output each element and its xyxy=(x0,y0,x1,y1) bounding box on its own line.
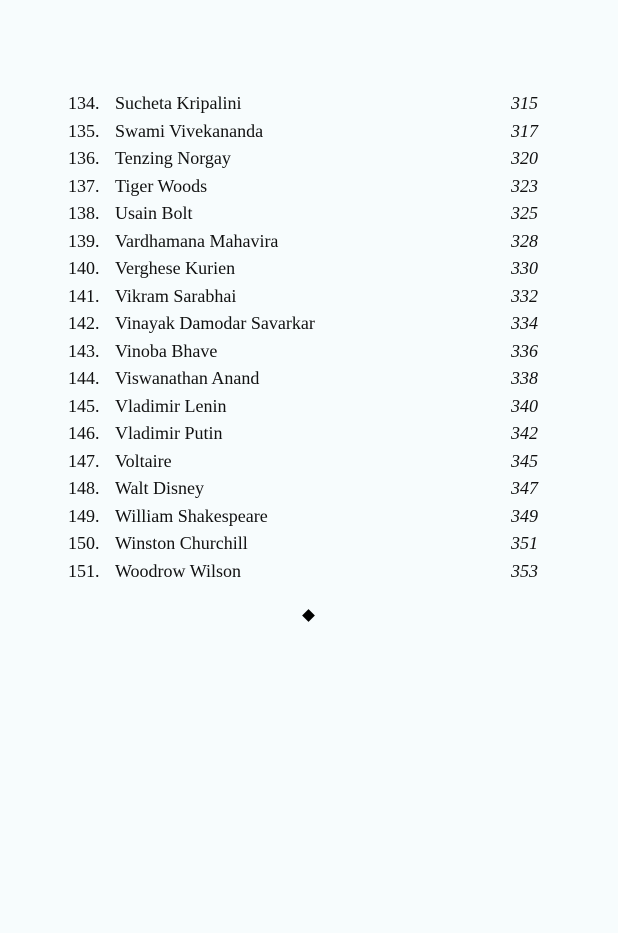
entry-number: 139. xyxy=(68,230,100,251)
entry-name: Vladimir Lenin xyxy=(115,395,227,416)
toc-entry[interactable] xyxy=(68,338,538,366)
toc-entry[interactable] xyxy=(68,145,538,173)
entry-page: 349 xyxy=(511,505,538,526)
entry-name: Vardhamana Mahavira xyxy=(115,230,279,251)
entry-name: William Shakespeare xyxy=(115,505,268,526)
entry-page: 330 xyxy=(511,258,538,278)
toc-entry[interactable] xyxy=(68,393,538,421)
toc-entry[interactable] xyxy=(68,475,538,503)
entry-name: Vinoba Bhave xyxy=(115,340,218,361)
entry-name: Winston Churchill xyxy=(115,533,248,553)
toc-entry[interactable] xyxy=(68,530,538,558)
toc-entry[interactable] xyxy=(68,365,538,393)
toc-entry[interactable] xyxy=(68,420,538,448)
entry-page: 345 xyxy=(511,450,538,471)
entry-page: 347 xyxy=(511,478,538,498)
toc-entry[interactable] xyxy=(68,283,538,311)
toc-entry[interactable] xyxy=(68,503,538,531)
entry-name: Woodrow Wilson xyxy=(115,560,241,581)
entry-number: 145. xyxy=(68,395,100,416)
entry-name: Verghese Kurien xyxy=(115,258,236,278)
entry-name: Viswanathan Anand xyxy=(115,368,260,388)
entry-number: 136. xyxy=(68,148,100,168)
entry-number: 138. xyxy=(68,203,100,223)
entry-name: Tiger Woods xyxy=(115,175,208,196)
entry-page: 338 xyxy=(511,368,538,388)
entry-number: 141. xyxy=(68,285,100,306)
entry-name: Sucheta Kripalini xyxy=(115,93,242,113)
entry-number: 134. xyxy=(68,93,100,113)
entry-number: 135. xyxy=(68,120,100,141)
entry-name: Tenzing Norgay xyxy=(115,148,231,168)
entry-page: 315 xyxy=(511,93,538,113)
entry-name: Walt Disney xyxy=(115,478,205,498)
entry-number: 148. xyxy=(68,478,100,498)
entry-number: 143. xyxy=(68,340,100,361)
entry-page: 334 xyxy=(511,313,538,333)
toc-entry[interactable] xyxy=(68,173,538,201)
toc-entry[interactable] xyxy=(68,90,538,118)
entry-page: 353 xyxy=(511,560,538,581)
entry-page: 351 xyxy=(511,533,538,553)
toc-entry[interactable] xyxy=(68,558,538,586)
entry-page: 325 xyxy=(511,203,538,223)
entry-name: Vikram Sarabhai xyxy=(115,285,237,306)
entry-number: 144. xyxy=(68,368,100,388)
entry-number: 151. xyxy=(68,560,100,581)
entry-number: 146. xyxy=(68,423,100,443)
entry-name: Usain Bolt xyxy=(115,203,193,223)
entry-page: 342 xyxy=(511,423,538,443)
diamond-ornament-icon xyxy=(302,609,315,622)
entry-page: 328 xyxy=(511,230,538,251)
toc-entry[interactable] xyxy=(68,118,538,146)
entry-name: Swami Vivekananda xyxy=(115,120,264,141)
entry-page: 323 xyxy=(511,175,538,196)
entry-number: 137. xyxy=(68,175,100,196)
toc-entry[interactable] xyxy=(68,228,538,256)
toc-entry[interactable] xyxy=(68,255,538,283)
entry-page: 340 xyxy=(511,395,538,416)
entry-number: 140. xyxy=(68,258,100,278)
entry-page: 320 xyxy=(511,148,538,168)
entry-number: 149. xyxy=(68,505,100,526)
toc-entry[interactable] xyxy=(68,200,538,228)
toc-entry[interactable] xyxy=(68,448,538,476)
entry-page: 332 xyxy=(511,285,538,306)
table-of-contents xyxy=(68,90,538,585)
toc-entry[interactable] xyxy=(68,310,538,338)
entry-page: 336 xyxy=(511,340,538,361)
entry-name: Voltaire xyxy=(115,450,172,471)
entry-number: 142. xyxy=(68,313,100,333)
entry-name: Vladimir Putin xyxy=(115,423,223,443)
entry-number: 147. xyxy=(68,450,100,471)
entry-name: Vinayak Damodar Savarkar xyxy=(115,313,315,333)
entry-page: 317 xyxy=(511,120,538,141)
entry-number: 150. xyxy=(68,533,100,553)
